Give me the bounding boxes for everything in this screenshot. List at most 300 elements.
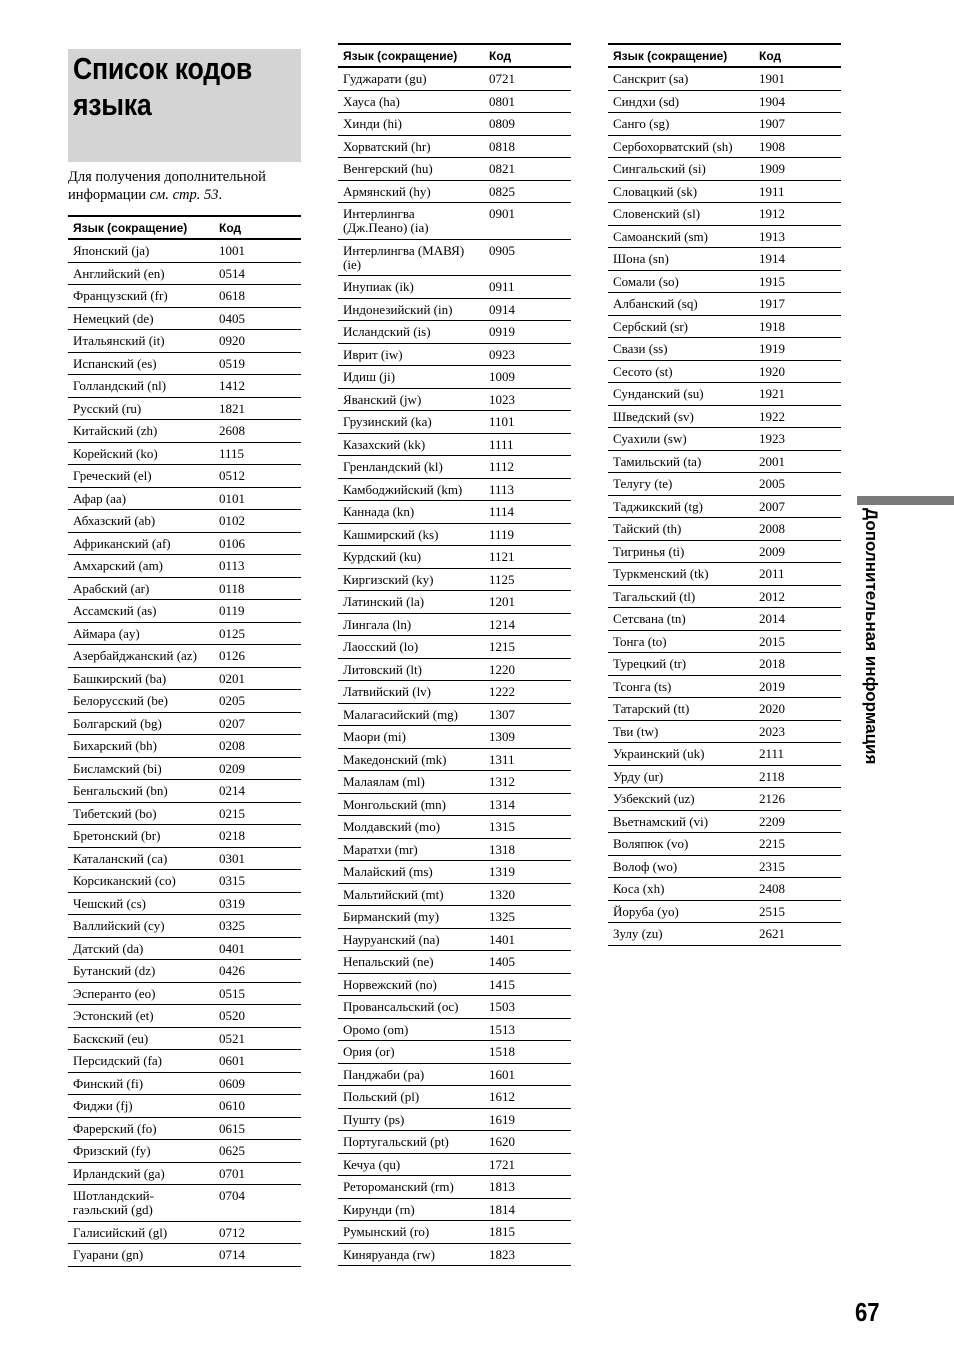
language-name: Албанский (sq) — [613, 296, 698, 311]
table-row — [338, 614, 571, 637]
language-name: Болгарский (bg) — [73, 715, 162, 731]
table-row — [338, 1176, 571, 1199]
language-name: Коса (xh) — [613, 881, 665, 896]
language-name: Киргизский (ky) — [343, 571, 434, 587]
language-code: 1518 — [489, 1044, 515, 1059]
table-row — [608, 203, 841, 226]
language-code: 1915 — [759, 273, 785, 289]
language-name: Кирунди (rn) — [343, 1201, 415, 1217]
language-name: Турецкий (tr) — [613, 656, 687, 671]
language-name: Бретонский (br) — [73, 828, 161, 843]
language-name: Оромо (om) — [343, 1021, 409, 1037]
language-code: 0712 — [219, 1224, 245, 1240]
language-name: Армянский (hy) — [343, 183, 431, 199]
language-name: Белорусский (be) — [73, 693, 168, 708]
table-row — [608, 113, 841, 136]
language-code: 0821 — [489, 161, 515, 176]
table-row — [68, 533, 301, 556]
table-row — [338, 569, 571, 592]
language-code: 2001 — [759, 453, 785, 469]
table-row — [68, 780, 301, 803]
language-code: 0521 — [219, 1030, 245, 1046]
table-row — [608, 608, 841, 631]
table-row — [68, 668, 301, 691]
table-row — [338, 839, 571, 862]
language-code: 0101 — [219, 490, 245, 506]
language-name: Воляпюк (vo) — [613, 836, 689, 851]
table-row — [68, 870, 301, 893]
table-rows — [338, 68, 571, 1266]
table-row — [608, 361, 841, 384]
table-row — [608, 586, 841, 609]
language-code: 1119 — [489, 526, 515, 542]
language-code: 1612 — [489, 1089, 515, 1104]
language-code: 1601 — [489, 1066, 515, 1082]
language-code: 0911 — [489, 279, 515, 294]
language-code: 1320 — [489, 886, 515, 902]
language-name: Киняруанда (rw) — [343, 1246, 435, 1262]
table-row — [338, 951, 571, 974]
language-name: Каннада (kn) — [343, 504, 415, 519]
table-row — [68, 758, 301, 781]
table-row — [608, 428, 841, 451]
language-name: Испанский (es) — [73, 355, 157, 371]
page-number: 67 — [855, 1297, 880, 1327]
language-name: Тайский (th) — [613, 521, 682, 536]
language-name: Каталанский (ca) — [73, 850, 168, 866]
table-row — [68, 1050, 301, 1073]
language-code: 1503 — [489, 999, 515, 1014]
language-name: Бисламский (bi) — [73, 760, 162, 776]
language-code: 0901 — [489, 206, 515, 221]
language-name: Корсиканский (co) — [73, 873, 176, 888]
table-row — [608, 406, 841, 429]
language-name: Македонский (mk) — [343, 751, 447, 767]
language-code: 2014 — [759, 611, 785, 626]
language-code: 0610 — [219, 1098, 245, 1113]
language-name: Туркменский (tk) — [613, 566, 709, 581]
language-name: Сербский (sr) — [613, 318, 689, 334]
language-code: 0514 — [219, 265, 245, 281]
language-code: 0201 — [219, 670, 245, 686]
language-name: Латвийский (lv) — [343, 684, 432, 699]
language-name: Сингальский (si) — [613, 161, 706, 176]
table-row — [338, 501, 571, 524]
language-name: Французский (fr) — [73, 288, 168, 303]
language-code: 0205 — [219, 693, 245, 708]
language-name: Исландский (is) — [343, 324, 431, 339]
language-code: 0721 — [489, 71, 515, 86]
language-code: 2018 — [759, 656, 785, 671]
table-row — [338, 906, 571, 929]
language-code: 0615 — [219, 1120, 245, 1136]
language-name: Ассамский (as) — [73, 603, 157, 618]
language-name: Афар (aa) — [73, 490, 127, 506]
language-name: Английский (en) — [73, 265, 165, 281]
language-code: 1814 — [489, 1201, 515, 1217]
language-code: 0625 — [219, 1143, 245, 1158]
table-row — [338, 181, 571, 204]
language-name: Кашмирский (ks) — [343, 526, 439, 542]
intro-reference: см. стр. 53 — [149, 187, 219, 203]
language-name: Сунданский (su) — [613, 386, 704, 401]
language-code: 0920 — [219, 333, 245, 348]
language-code: 2009 — [759, 543, 785, 559]
table-row — [608, 743, 841, 766]
table-row — [608, 248, 841, 271]
language-code: 2621 — [759, 926, 785, 941]
language-code: 0401 — [219, 940, 245, 956]
table-row — [608, 653, 841, 676]
language-code: 1401 — [489, 931, 515, 947]
table-row — [68, 938, 301, 961]
language-code: 0809 — [489, 116, 515, 131]
table-row — [338, 929, 571, 952]
language-name: Казахский (kk) — [343, 436, 426, 452]
table-row — [68, 285, 301, 308]
language-code: 1101 — [489, 414, 515, 429]
language-name: Синдхи (sd) — [613, 93, 680, 109]
language-name: Словацкий (sk) — [613, 183, 698, 199]
language-name: Сербохорватский (sh) — [613, 138, 733, 154]
language-code: 1115 — [219, 445, 245, 461]
language-name: Румынский (ro) — [343, 1224, 430, 1239]
language-code: 0701 — [219, 1165, 245, 1181]
table-row — [338, 974, 571, 997]
table-row — [608, 271, 841, 294]
language-name: Лаосский (lo) — [343, 639, 419, 654]
language-code: 1813 — [489, 1179, 515, 1194]
language-name: Свази (ss) — [613, 341, 668, 356]
language-code: 0118 — [219, 580, 245, 596]
language-code: 1311 — [489, 751, 515, 767]
table-row — [338, 1154, 571, 1177]
table-row — [68, 353, 301, 376]
language-code: 2015 — [759, 633, 785, 649]
table-row — [338, 1199, 571, 1222]
language-name: Яванский (jw) — [343, 391, 422, 407]
language-name: Тсонга (ts) — [613, 678, 672, 694]
language-name: Греческий (el) — [73, 468, 152, 483]
language-code: 1412 — [219, 378, 245, 393]
table-row — [608, 833, 841, 856]
language-code: 0102 — [219, 513, 245, 528]
table-row — [338, 681, 571, 704]
table-row — [338, 321, 571, 344]
language-code: 2019 — [759, 678, 785, 694]
table-header — [338, 43, 571, 68]
language-name: Шона (sn) — [613, 251, 669, 266]
language-name: Санго (sg) — [613, 116, 670, 131]
table-row — [68, 375, 301, 398]
table-rows — [608, 68, 841, 946]
language-name: Иврит (iw) — [343, 346, 403, 362]
language-name: Фризский (fy) — [73, 1143, 151, 1158]
table-row — [338, 861, 571, 884]
language-code: 0113 — [219, 558, 245, 573]
language-name: Бирманский (my) — [343, 909, 440, 924]
language-code: 1125 — [489, 571, 515, 587]
language-name: Тагальский (tl) — [613, 588, 696, 604]
language-code: 2111 — [759, 746, 785, 761]
language-name: Норвежский (no) — [343, 976, 437, 992]
table-row — [608, 901, 841, 924]
language-name: Японский (ja) — [73, 243, 150, 258]
language-name: Индонезийский (in) — [343, 301, 453, 317]
table-row — [338, 479, 571, 502]
table-header — [608, 43, 841, 68]
language-name: Сомали (so) — [613, 273, 679, 289]
table-row — [338, 704, 571, 727]
table-row — [68, 645, 301, 668]
language-name: Инупиак (ik) — [343, 279, 414, 294]
table-row — [68, 420, 301, 443]
language-name: Интерлингва (Дж.Пеано) (ia) — [343, 206, 429, 235]
table-row — [608, 878, 841, 901]
table-row — [338, 276, 571, 299]
language-name: Сесото (st) — [613, 363, 673, 379]
language-code: 2408 — [759, 881, 785, 896]
language-code: 0126 — [219, 648, 245, 663]
table-row — [608, 473, 841, 496]
table-row — [608, 563, 841, 586]
language-name: Лингала (ln) — [343, 616, 412, 632]
language-name: Эстонский (et) — [73, 1008, 154, 1023]
table-row — [338, 456, 571, 479]
language-code: 0923 — [489, 346, 515, 362]
table-row — [68, 1140, 301, 1163]
table-row — [608, 766, 841, 789]
table-row — [338, 299, 571, 322]
language-name: Азербайджанский (az) — [73, 648, 197, 663]
table-row — [608, 811, 841, 834]
table-row — [338, 546, 571, 569]
language-code: 0801 — [489, 93, 515, 109]
language-name: Панджаби (pa) — [343, 1066, 425, 1082]
language-code: 1918 — [759, 318, 785, 334]
table-row — [338, 389, 571, 412]
language-name: Фиджи (fj) — [73, 1098, 133, 1113]
table-row — [68, 825, 301, 848]
language-name: Волоф (wo) — [613, 858, 678, 874]
language-code: 1307 — [489, 706, 515, 722]
table-row — [608, 518, 841, 541]
language-code: 1009 — [489, 369, 515, 384]
table-row — [608, 721, 841, 744]
table-row — [338, 113, 571, 136]
table-row — [68, 488, 301, 511]
language-code: 1215 — [489, 639, 515, 654]
language-code: 1315 — [489, 819, 515, 834]
table-row — [338, 91, 571, 114]
language-code: 1314 — [489, 796, 515, 812]
language-code: 0714 — [219, 1247, 245, 1262]
language-name: Пушту (ps) — [343, 1111, 405, 1127]
language-code: 0609 — [219, 1075, 245, 1091]
language-name: Бутанский (dz) — [73, 963, 156, 978]
language-code: 2515 — [759, 903, 785, 919]
table-row — [338, 1064, 571, 1087]
table-row — [338, 636, 571, 659]
table-row — [608, 91, 841, 114]
language-name: Тигринья (ti) — [613, 543, 685, 559]
table-row — [338, 1131, 571, 1154]
side-tab-bar — [857, 496, 954, 505]
table-row — [68, 465, 301, 488]
language-code: 1913 — [759, 228, 785, 244]
language-code: 1405 — [489, 954, 515, 969]
language-name: Корейский (ko) — [73, 445, 158, 461]
language-name: Шотландский- гаэльский (gd) — [73, 1188, 154, 1217]
language-name: Галисийский (gl) — [73, 1224, 168, 1240]
language-name: Санскрит (sa) — [613, 71, 689, 86]
language-code: 0214 — [219, 783, 245, 798]
language-code: 1023 — [489, 391, 515, 407]
language-code: 1318 — [489, 841, 515, 857]
language-code: 1114 — [489, 504, 515, 519]
table-row — [338, 68, 571, 91]
language-code: 0704 — [219, 1188, 245, 1203]
language-name: Непальский (ne) — [343, 954, 434, 969]
language-code: 1121 — [489, 549, 515, 564]
language-code: 0520 — [219, 1008, 245, 1023]
language-name: Йоруба (yo) — [613, 903, 679, 919]
language-code: 0319 — [219, 895, 245, 911]
language-code: 1619 — [489, 1111, 515, 1127]
language-name: Голландский (nl) — [73, 378, 167, 393]
table-row — [338, 771, 571, 794]
language-code: 1919 — [759, 341, 785, 356]
table-row — [68, 1222, 301, 1245]
table-row — [68, 960, 301, 983]
language-name: Ория (or) — [343, 1044, 395, 1059]
table-row — [68, 690, 301, 713]
language-code: 0209 — [219, 760, 245, 776]
table-row — [608, 293, 841, 316]
side-section-label: Дополнительная информация — [862, 508, 881, 765]
language-name: Урду (ur) — [613, 768, 664, 784]
language-name: Монгольский (mn) — [343, 796, 446, 812]
table-row — [68, 915, 301, 938]
language-code: 2126 — [759, 791, 785, 806]
table-row — [608, 68, 841, 91]
language-table-column-3 — [608, 43, 841, 946]
language-code: 1214 — [489, 616, 515, 632]
language-name: Грузинский (ka) — [343, 414, 432, 429]
language-name: Малаялам (ml) — [343, 774, 425, 789]
table-row — [338, 240, 571, 277]
table-row — [68, 893, 301, 916]
language-name: Интерлингва (МАВЯ) (ie) — [343, 242, 465, 272]
table-row — [608, 181, 841, 204]
language-code: 0601 — [219, 1053, 245, 1068]
language-name: Тамильский (ta) — [613, 453, 702, 469]
table-row — [68, 1118, 301, 1141]
language-name: Амхарский (am) — [73, 558, 164, 573]
header-code: Код — [489, 48, 512, 63]
table-row — [68, 240, 301, 263]
intro-text — [68, 168, 308, 204]
language-code: 0825 — [489, 183, 515, 199]
language-name: Гуарани (gn) — [73, 1247, 144, 1262]
table-row — [338, 749, 571, 772]
language-name: Тви (tw) — [613, 723, 659, 739]
language-name: Самоанский (sm) — [613, 228, 708, 244]
language-code: 1921 — [759, 386, 785, 401]
language-name: Телугу (te) — [613, 476, 673, 491]
language-code: 2011 — [759, 566, 785, 581]
table-header — [68, 215, 301, 240]
table-row — [68, 1163, 301, 1186]
table-row — [608, 631, 841, 654]
language-name: Фарерский (fo) — [73, 1120, 157, 1136]
table-row — [338, 591, 571, 614]
language-name: Татарский (tt) — [613, 701, 690, 716]
language-code: 0618 — [219, 288, 245, 303]
language-code: 2209 — [759, 813, 785, 829]
language-name: Бенгальский (bn) — [73, 783, 168, 798]
table-row — [68, 578, 301, 601]
language-code: 0515 — [219, 985, 245, 1001]
language-name: Украинский (uk) — [613, 746, 705, 761]
language-code: 1908 — [759, 138, 785, 154]
table-row — [68, 1185, 301, 1222]
language-code: 1513 — [489, 1021, 515, 1037]
table-row — [608, 451, 841, 474]
language-name: Бихарский (bh) — [73, 738, 157, 753]
language-code: 0208 — [219, 738, 245, 753]
table-row — [68, 600, 301, 623]
table-row — [338, 816, 571, 839]
table-row — [338, 524, 571, 547]
table-row — [338, 794, 571, 817]
title-box — [68, 49, 301, 162]
table-row — [338, 884, 571, 907]
table-row — [338, 996, 571, 1019]
language-code: 0207 — [219, 715, 245, 731]
table-row — [68, 510, 301, 533]
language-code: 0125 — [219, 625, 245, 641]
table-row — [608, 496, 841, 519]
table-row — [608, 698, 841, 721]
language-code: 0426 — [219, 963, 245, 978]
table-row — [68, 1073, 301, 1096]
table-row — [608, 856, 841, 879]
language-code: 1111 — [489, 436, 514, 452]
language-code: 1319 — [489, 864, 515, 879]
header-language: Язык (сокращение) — [613, 48, 728, 63]
language-code: 0905 — [489, 242, 515, 258]
table-row — [68, 1028, 301, 1051]
language-code: 1922 — [759, 408, 785, 424]
language-code: 1920 — [759, 363, 785, 379]
language-code: 1309 — [489, 729, 515, 744]
language-name: Идиш (ji) — [343, 369, 396, 384]
table-row — [68, 1005, 301, 1028]
table-row — [338, 203, 571, 240]
header-code: Код — [219, 220, 242, 235]
table-row — [68, 330, 301, 353]
language-code: 2315 — [759, 858, 785, 874]
language-name: Чешский (cs) — [73, 895, 146, 911]
language-code: 1620 — [489, 1134, 515, 1149]
language-code: 2005 — [759, 476, 785, 491]
table-row — [68, 398, 301, 421]
table-row — [338, 136, 571, 159]
language-name: Аймара (ay) — [73, 625, 140, 641]
language-name: Шведский (sv) — [613, 408, 694, 424]
language-name: Хорватский (hr) — [343, 138, 431, 154]
